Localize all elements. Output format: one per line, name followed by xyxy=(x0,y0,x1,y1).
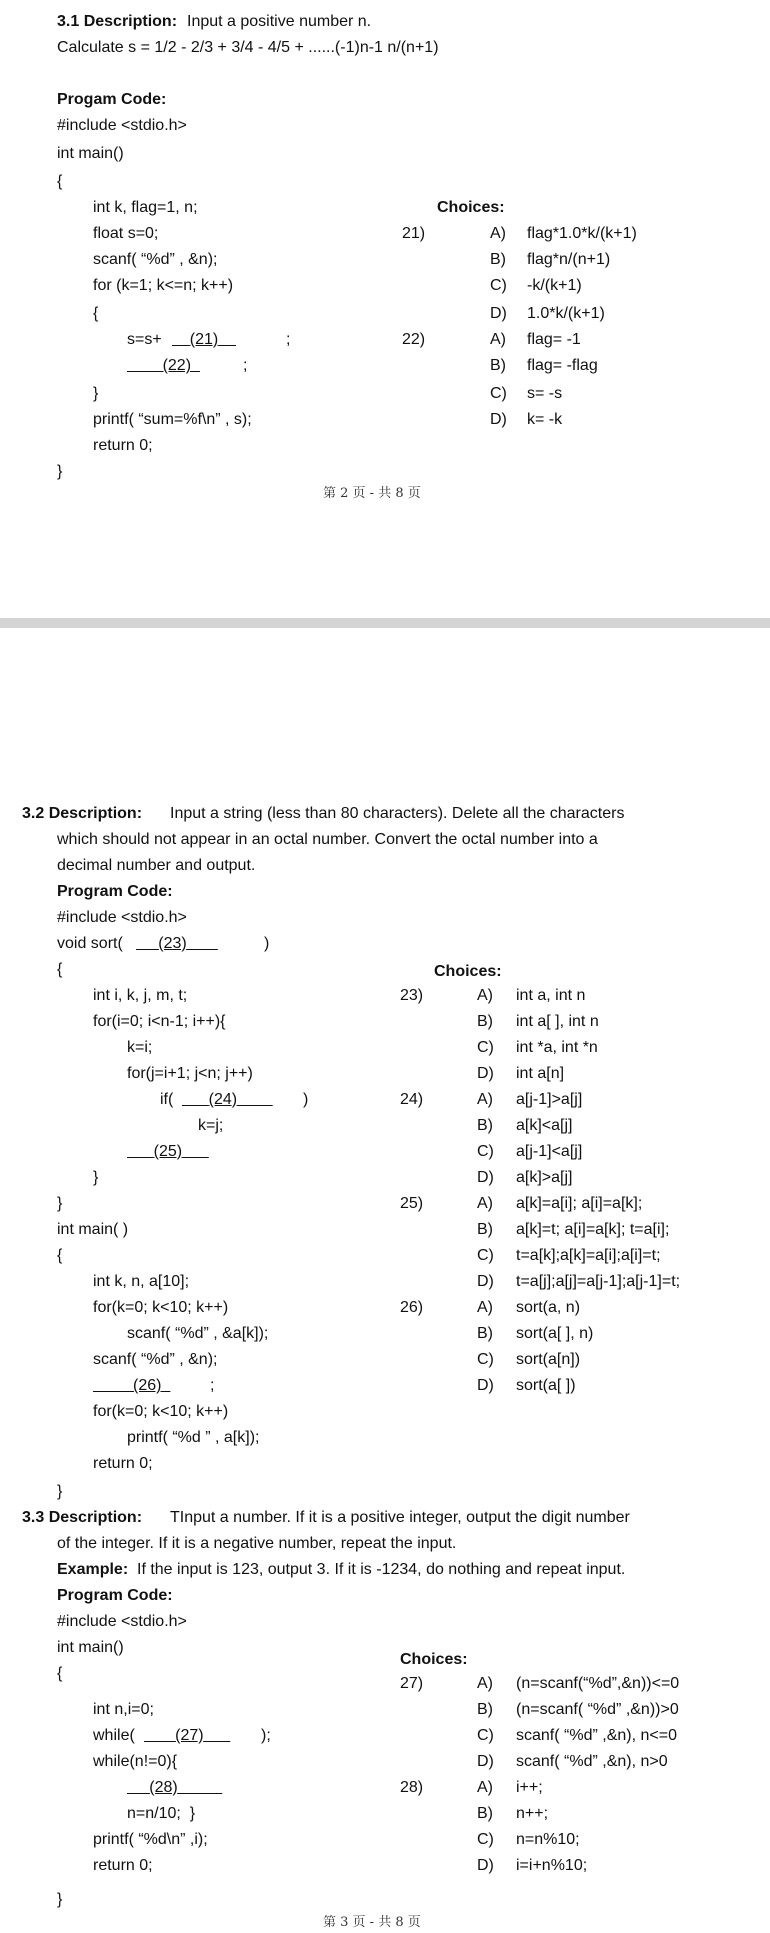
q32-desc-line-1: Input a string (less than 80 characters). Delete all the characters xyxy=(170,805,625,822)
code-line: printf( “sum=%f\n” , s); xyxy=(93,411,252,428)
option-text: scanf( “%d” ,&n), n>0 xyxy=(516,1753,668,1770)
code-line: } xyxy=(93,385,99,402)
option-text: s= -s xyxy=(527,385,563,402)
code-line: { xyxy=(57,1665,63,1682)
code-line: int i, k, j, m, t; xyxy=(93,987,188,1004)
code-line: } xyxy=(57,1891,63,1908)
blank-24 xyxy=(182,1090,273,1110)
code-line: printf( “%d ” , a[k]); xyxy=(127,1429,260,1446)
option-letter: D) xyxy=(490,305,507,322)
question-number: 28) xyxy=(400,1779,424,1796)
code-line: scanf( “%d” , &n); xyxy=(93,251,218,268)
code-line: for(j=i+1; j<n; j++) xyxy=(127,1065,253,1082)
code-line: for(k=0; k<10; k++) xyxy=(93,1299,229,1316)
option-letter: D) xyxy=(477,1273,494,1290)
code-line: { xyxy=(57,1247,63,1264)
option-letter: B) xyxy=(490,251,506,268)
option-text: a[j-1]>a[j] xyxy=(516,1091,583,1108)
code-line: int k, n, a[10]; xyxy=(93,1273,190,1290)
blank-28-label: (28) xyxy=(149,1779,178,1796)
code-line: #include <stdio.h> xyxy=(57,117,187,134)
document-page-2 xyxy=(0,0,770,618)
option-text: int *a, int *n xyxy=(516,1039,598,1056)
option-text: k= -k xyxy=(527,411,563,428)
question-number: 25) xyxy=(400,1195,424,1212)
option-letter: D) xyxy=(477,1377,494,1394)
option-letter: C) xyxy=(477,1727,494,1744)
blank-27-label: (27) xyxy=(175,1727,204,1744)
option-text: 1.0*k/(k+1) xyxy=(527,305,605,322)
option-text: scanf( “%d” ,&n), n<=0 xyxy=(516,1727,677,1744)
code-line: ) xyxy=(264,935,270,952)
question-number: 26) xyxy=(400,1299,424,1316)
option-text: -k/(k+1) xyxy=(527,277,582,294)
question-number: 23) xyxy=(400,987,424,1004)
q31-desc-line-1: Input a positive number n. xyxy=(187,13,372,30)
option-text: int a, int n xyxy=(516,987,586,1004)
code-line: for(k=0; k<10; k++) xyxy=(93,1403,229,1420)
option-text: int a[n] xyxy=(516,1065,565,1082)
option-text: n++; xyxy=(516,1805,549,1822)
blank-25-label: (25) xyxy=(153,1143,183,1160)
q33-heading: 3.3 Description: xyxy=(22,1509,143,1526)
option-letter: D) xyxy=(490,411,507,428)
blank-23-label: (23) xyxy=(158,935,187,952)
option-text: flag= -1 xyxy=(527,331,581,348)
option-letter: A) xyxy=(477,1675,493,1692)
option-text: flag*1.0*k/(k+1) xyxy=(527,225,637,242)
blank-21-label: (21) xyxy=(189,331,219,348)
option-letter: C) xyxy=(490,385,507,402)
code-line: return 0; xyxy=(93,1455,153,1472)
code-line: printf( “%d\n” ,i); xyxy=(93,1831,208,1848)
option-letter: D) xyxy=(477,1753,494,1770)
code-line: k=i; xyxy=(127,1039,153,1056)
option-letter: B) xyxy=(477,1701,493,1718)
code-line: } xyxy=(93,1169,99,1186)
code-line: int main( ) xyxy=(57,1221,129,1238)
code-line: k=j; xyxy=(198,1117,224,1134)
blank-28 xyxy=(127,1778,222,1798)
q33-example-label: Example: xyxy=(57,1561,129,1578)
q33-code-label: Program Code: xyxy=(57,1587,173,1604)
q32-choices-label: Choices: xyxy=(434,963,502,980)
option-letter: B) xyxy=(477,1013,493,1030)
code-line: ; xyxy=(286,331,291,348)
page-separator xyxy=(0,618,770,628)
option-letter: D) xyxy=(477,1857,494,1874)
code-line: scanf( “%d” , &a[k]); xyxy=(127,1325,269,1342)
code-line: int n,i=0; xyxy=(93,1701,154,1718)
option-letter: A) xyxy=(490,331,506,348)
q32-desc-line-2: which should not appear in an octal number. Convert the octal number into a xyxy=(57,831,598,848)
option-text: (n=scanf(“%d”,&n))<=0 xyxy=(516,1675,680,1692)
code-line: { xyxy=(57,173,63,190)
code-line: { xyxy=(93,305,99,322)
q33-desc-line-1: TInput a number. If it is a positive integer, output the digit number xyxy=(170,1509,630,1526)
code-line: for (k=1; k<=n; k++) xyxy=(93,277,234,294)
code-line: while(n!=0){ xyxy=(93,1753,178,1770)
code-line: ; xyxy=(243,357,248,374)
code-line: #include <stdio.h> xyxy=(57,1613,187,1630)
blank-25 xyxy=(127,1142,209,1162)
blank-23 xyxy=(136,934,218,954)
option-letter: A) xyxy=(490,225,506,242)
option-letter: B) xyxy=(477,1117,493,1134)
q31-desc-line-2: Calculate s = 1/2 - 2/3 + 3/4 - 4/5 + ......(-1)n-1 n/(n+1) xyxy=(57,39,439,56)
option-text: a[k]<a[j] xyxy=(516,1117,573,1134)
code-line: ; xyxy=(210,1377,215,1394)
question-number: 24) xyxy=(400,1091,424,1108)
option-letter: C) xyxy=(490,277,507,294)
blank-26 xyxy=(93,1376,170,1396)
code-line: if( xyxy=(160,1091,174,1108)
question-number: 27) xyxy=(400,1675,424,1692)
blank-21 xyxy=(172,330,236,350)
code-line: } xyxy=(57,1483,63,1500)
code-line: int main() xyxy=(57,145,124,162)
code-line: } xyxy=(57,1195,63,1212)
code-line: int k, flag=1, n; xyxy=(93,199,198,216)
code-line: while( xyxy=(93,1727,135,1744)
q32-heading: 3.2 Description: xyxy=(22,805,143,822)
option-letter: A) xyxy=(477,987,493,1004)
code-line: void sort( xyxy=(57,935,123,952)
code-line: int main() xyxy=(57,1639,124,1656)
option-letter: A) xyxy=(477,1299,493,1316)
option-text: sort(a, n) xyxy=(516,1299,581,1316)
code-line: { xyxy=(57,961,63,978)
blank-26-label: (26) xyxy=(133,1377,162,1394)
code-line: s=s+ xyxy=(127,331,162,348)
option-text: a[k]=t; a[i]=a[k]; t=a[i]; xyxy=(516,1221,670,1238)
question-number: 22) xyxy=(402,331,426,348)
blank-22-label: (22) xyxy=(162,357,192,374)
q33-choices-label: Choices: xyxy=(400,1651,468,1668)
option-text: (n=scanf( “%d” ,&n))>0 xyxy=(516,1701,679,1718)
option-letter: C) xyxy=(477,1247,494,1264)
option-letter: C) xyxy=(477,1351,494,1368)
blank-24-label: (24) xyxy=(208,1091,238,1108)
option-letter: C) xyxy=(477,1143,494,1160)
option-text: flag= -flag xyxy=(527,357,598,374)
option-text: a[j-1]<a[j] xyxy=(516,1143,583,1160)
code-line: ); xyxy=(261,1727,271,1744)
blank-27 xyxy=(144,1726,230,1746)
q31-heading: 3.1 Description: xyxy=(57,13,178,30)
code-line: scanf( “%d” , &n); xyxy=(93,1351,218,1368)
option-letter: A) xyxy=(477,1195,493,1212)
option-text: t=a[k];a[k]=a[i];a[i]=t; xyxy=(516,1247,661,1264)
option-letter: B) xyxy=(477,1221,493,1238)
option-letter: B) xyxy=(477,1805,493,1822)
option-letter: C) xyxy=(477,1039,494,1056)
document-page-3 xyxy=(0,628,770,1930)
option-text: flag*n/(n+1) xyxy=(527,251,611,268)
q32-desc-line-3: decimal number and output. xyxy=(57,857,256,874)
blank-22 xyxy=(127,356,200,376)
page-footer: 第 3 页 - 共 8 页 xyxy=(323,1915,421,1930)
q33-desc-line-2: of the integer. If it is a negative number, repeat the input. xyxy=(57,1535,457,1552)
option-text: sort(a[n]) xyxy=(516,1351,581,1368)
option-letter: D) xyxy=(477,1169,494,1186)
option-letter: A) xyxy=(477,1091,493,1108)
option-letter: B) xyxy=(477,1325,493,1342)
option-text: a[k]=a[i]; a[i]=a[k]; xyxy=(516,1195,643,1212)
option-text: t=a[j];a[j]=a[j-1];a[j-1]=t; xyxy=(516,1273,681,1290)
code-line: } xyxy=(57,463,63,480)
option-text: i++; xyxy=(516,1779,543,1796)
code-line: #include <stdio.h> xyxy=(57,909,187,926)
option-letter: C) xyxy=(477,1831,494,1848)
page-footer: 第 2 页 - 共 8 页 xyxy=(323,486,421,501)
q33-example-text: If the input is 123, output 3. If it is -1234, do nothing and repeat input. xyxy=(137,1561,626,1578)
option-text: i=i+n%10; xyxy=(516,1857,588,1874)
option-text: sort(a[ ]) xyxy=(516,1377,576,1394)
q31-choices-label: Choices: xyxy=(437,199,505,216)
code-line: return 0; xyxy=(93,1857,153,1874)
option-letter: B) xyxy=(490,357,506,374)
option-text: sort(a[ ], n) xyxy=(516,1325,594,1342)
option-letter: D) xyxy=(477,1065,494,1082)
code-line: return 0; xyxy=(93,437,153,454)
code-line: for(i=0; i<n-1; i++){ xyxy=(93,1013,226,1030)
question-number: 21) xyxy=(402,225,426,242)
q32-code-label: Program Code: xyxy=(57,883,173,900)
option-text: n=n%10; xyxy=(516,1831,580,1848)
q31-code-label: Progam Code: xyxy=(57,91,167,108)
option-text: int a[ ], int n xyxy=(516,1013,599,1030)
code-line: n=n/10; } xyxy=(127,1805,196,1822)
code-line: ) xyxy=(303,1091,309,1108)
option-letter: A) xyxy=(477,1779,493,1796)
code-line: float s=0; xyxy=(93,225,159,242)
option-text: a[k]>a[j] xyxy=(516,1169,573,1186)
